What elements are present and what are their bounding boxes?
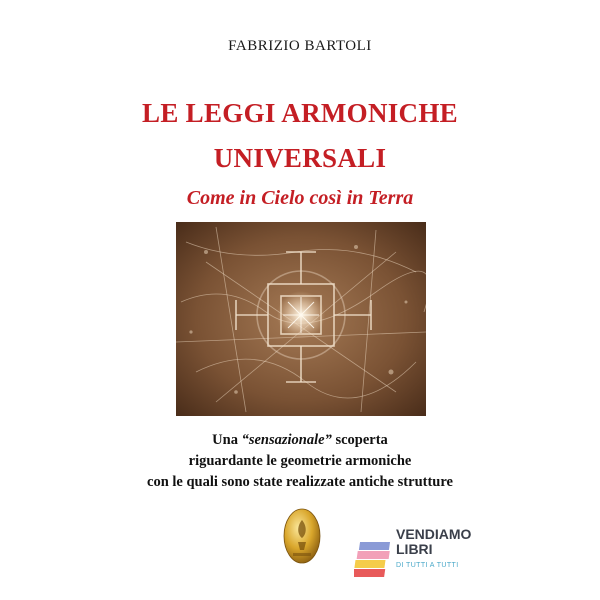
description-line-1: Una “sensazionale” scoperta <box>212 432 388 448</box>
author-name: FABRIZIO BARTOLI <box>228 38 372 54</box>
logo-line-2: LIBRI <box>396 541 433 557</box>
description-line-3: con le quali sono state realizzate antiche strutture <box>147 474 453 490</box>
stacked-books-icon <box>354 528 394 584</box>
publisher-medal-icon <box>283 508 321 564</box>
book-title-line-2: UNIVERSALI <box>213 143 387 173</box>
book-title-line-1: LE LEGGI ARMONICHE <box>142 98 458 128</box>
description-emphasis: “sensazionale” <box>241 432 332 448</box>
logo-tagline: DI TUTTI A TUTTI <box>396 562 459 569</box>
description-line-2: riguardante le geometrie armoniche <box>188 453 412 469</box>
book-subtitle: Come in Cielo così in Terra <box>186 187 414 209</box>
cover-artwork-geoglyph <box>176 222 426 416</box>
logo-line-1: VENDIAMO <box>396 526 472 542</box>
vendiamo-libri-logo <box>354 528 474 584</box>
cover-description <box>0 430 600 493</box>
